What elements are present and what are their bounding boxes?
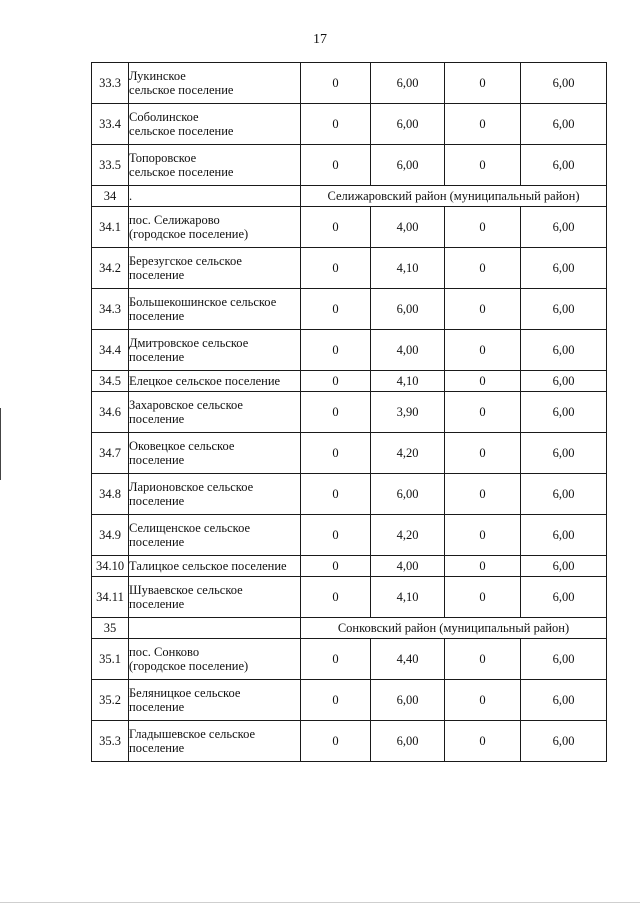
value-col-4: 6,00 bbox=[521, 577, 607, 618]
row-number: 34.1 bbox=[92, 207, 129, 248]
settlement-name bbox=[129, 248, 301, 289]
table-row bbox=[92, 289, 607, 330]
settlement-name bbox=[129, 289, 301, 330]
value-col-1: 0 bbox=[301, 248, 371, 289]
value-col-3: 0 bbox=[445, 248, 521, 289]
value-col-1: 0 bbox=[301, 207, 371, 248]
value-col-1: 0 bbox=[301, 474, 371, 515]
value-col-1: 0 bbox=[301, 392, 371, 433]
settlement-name bbox=[129, 474, 301, 515]
table-body bbox=[92, 63, 607, 762]
settlement-name-line: Талицкое сельское поселение bbox=[129, 559, 287, 573]
settlement-name-line: Захаровское сельское bbox=[129, 398, 243, 412]
value-col-4: 6,00 bbox=[521, 433, 607, 474]
row-number: 35.3 bbox=[92, 721, 129, 762]
value-col-2: 6,00 bbox=[371, 680, 445, 721]
value-col-3: 0 bbox=[445, 474, 521, 515]
value-col-4: 6,00 bbox=[521, 639, 607, 680]
value-col-2: 4,00 bbox=[371, 207, 445, 248]
tariff-table bbox=[91, 62, 607, 762]
settlement-name-line: Шуваевское сельское bbox=[129, 583, 243, 597]
table-row bbox=[92, 63, 607, 104]
row-number: 34.3 bbox=[92, 289, 129, 330]
value-col-2: 4,00 bbox=[371, 556, 445, 577]
value-col-3: 0 bbox=[445, 330, 521, 371]
row-number: 33.3 bbox=[92, 63, 129, 104]
value-col-3: 0 bbox=[445, 515, 521, 556]
value-col-3: 0 bbox=[445, 433, 521, 474]
value-col-4: 6,00 bbox=[521, 104, 607, 145]
value-col-2: 4,10 bbox=[371, 577, 445, 618]
value-col-4: 6,00 bbox=[521, 556, 607, 577]
row-number: 33.5 bbox=[92, 145, 129, 186]
value-col-4: 6,00 bbox=[521, 289, 607, 330]
settlement-name-line: Топоровское bbox=[129, 151, 197, 165]
settlement-name-line: Беляницкое сельское bbox=[129, 686, 241, 700]
settlement-name bbox=[129, 556, 301, 577]
table-row bbox=[92, 330, 607, 371]
settlement-name-line: Гладышевское сельское bbox=[129, 727, 256, 741]
value-col-3: 0 bbox=[445, 577, 521, 618]
settlement-name-line: Селищенское сельское bbox=[129, 521, 251, 535]
table-row bbox=[92, 248, 607, 289]
settlement-name-line: поселение bbox=[129, 535, 185, 549]
row-number: 34.7 bbox=[92, 433, 129, 474]
row-number: 34.9 bbox=[92, 515, 129, 556]
settlement-name bbox=[129, 104, 301, 145]
settlement-name bbox=[129, 680, 301, 721]
value-col-2: 6,00 bbox=[371, 104, 445, 145]
value-col-1: 0 bbox=[301, 639, 371, 680]
value-col-1: 0 bbox=[301, 721, 371, 762]
value-col-3: 0 bbox=[445, 104, 521, 145]
value-col-2: 6,00 bbox=[371, 145, 445, 186]
value-col-1: 0 bbox=[301, 577, 371, 618]
value-col-4: 6,00 bbox=[521, 371, 607, 392]
value-col-4: 6,00 bbox=[521, 392, 607, 433]
settlement-name-line: поселение bbox=[129, 494, 185, 508]
settlement-name-line: Дмитровское сельское bbox=[129, 336, 249, 350]
settlement-name-line: поселение bbox=[129, 350, 185, 364]
value-col-3: 0 bbox=[445, 63, 521, 104]
settlement-name-line: (городское поселение) bbox=[129, 227, 249, 241]
value-col-3: 0 bbox=[445, 371, 521, 392]
header-mark: . bbox=[129, 186, 301, 207]
value-col-3: 0 bbox=[445, 289, 521, 330]
district-header-row bbox=[92, 618, 607, 639]
table-row bbox=[92, 104, 607, 145]
value-col-4: 6,00 bbox=[521, 721, 607, 762]
value-col-4: 6,00 bbox=[521, 63, 607, 104]
settlement-name-line: поселение bbox=[129, 268, 185, 282]
value-col-4: 6,00 bbox=[521, 680, 607, 721]
row-number: 34.6 bbox=[92, 392, 129, 433]
value-col-3: 0 bbox=[445, 721, 521, 762]
table-row bbox=[92, 392, 607, 433]
row-number: 34.8 bbox=[92, 474, 129, 515]
settlement-name-line: поселение bbox=[129, 309, 185, 323]
value-col-4: 6,00 bbox=[521, 515, 607, 556]
value-col-2: 6,00 bbox=[371, 289, 445, 330]
value-col-4: 6,00 bbox=[521, 330, 607, 371]
value-col-2: 4,10 bbox=[371, 371, 445, 392]
value-col-1: 0 bbox=[301, 433, 371, 474]
table-row bbox=[92, 145, 607, 186]
value-col-1: 0 bbox=[301, 330, 371, 371]
value-col-2: 4,40 bbox=[371, 639, 445, 680]
table-row bbox=[92, 577, 607, 618]
value-col-2: 4,10 bbox=[371, 248, 445, 289]
settlement-name bbox=[129, 639, 301, 680]
settlement-name-line: поселение bbox=[129, 741, 185, 755]
settlement-name bbox=[129, 515, 301, 556]
district-title: Селижаровский район (муниципальный район) bbox=[301, 186, 607, 207]
row-number: 35 bbox=[92, 618, 129, 639]
district-title: Сонковский район (муниципальный район) bbox=[301, 618, 607, 639]
settlement-name-line: сельское поселение bbox=[129, 165, 234, 179]
value-col-2: 6,00 bbox=[371, 721, 445, 762]
settlement-name bbox=[129, 371, 301, 392]
value-col-2: 6,00 bbox=[371, 63, 445, 104]
settlement-name-line: поселение bbox=[129, 700, 185, 714]
header-mark bbox=[129, 618, 301, 639]
settlement-name bbox=[129, 145, 301, 186]
table-row bbox=[92, 433, 607, 474]
settlement-name-line: поселение bbox=[129, 412, 185, 426]
settlement-name bbox=[129, 392, 301, 433]
value-col-2: 6,00 bbox=[371, 474, 445, 515]
value-col-4: 6,00 bbox=[521, 207, 607, 248]
settlement-name-line: поселение bbox=[129, 597, 185, 611]
district-header-row bbox=[92, 186, 607, 207]
row-number: 34.2 bbox=[92, 248, 129, 289]
table-row bbox=[92, 371, 607, 392]
row-number: 35.1 bbox=[92, 639, 129, 680]
settlement-name-line: Оковецкое сельское bbox=[129, 439, 235, 453]
settlement-name-line: Елецкое сельское поселение bbox=[129, 374, 281, 388]
value-col-4: 6,00 bbox=[521, 248, 607, 289]
value-col-3: 0 bbox=[445, 392, 521, 433]
value-col-1: 0 bbox=[301, 145, 371, 186]
value-col-1: 0 bbox=[301, 680, 371, 721]
settlement-name bbox=[129, 330, 301, 371]
value-col-2: 3,90 bbox=[371, 392, 445, 433]
row-number: 33.4 bbox=[92, 104, 129, 145]
settlement-name-line: пос. Сонково bbox=[129, 645, 200, 659]
settlement-name-line: Большекошинское сельское bbox=[129, 295, 277, 309]
table-row bbox=[92, 680, 607, 721]
value-col-3: 0 bbox=[445, 207, 521, 248]
value-col-2: 4,00 bbox=[371, 330, 445, 371]
table-row bbox=[92, 639, 607, 680]
table-row bbox=[92, 207, 607, 248]
row-number: 34.4 bbox=[92, 330, 129, 371]
value-col-1: 0 bbox=[301, 289, 371, 330]
value-col-3: 0 bbox=[445, 145, 521, 186]
settlement-name-line: Соболинское bbox=[129, 110, 199, 124]
row-number: 34 bbox=[92, 186, 129, 207]
settlement-name-line: Ларионовское сельское bbox=[129, 480, 254, 494]
row-number: 34.10 bbox=[92, 556, 129, 577]
value-col-4: 6,00 bbox=[521, 145, 607, 186]
value-col-1: 0 bbox=[301, 63, 371, 104]
settlement-name-line: пос. Селижарово bbox=[129, 213, 220, 227]
settlement-name-line: сельское поселение bbox=[129, 83, 234, 97]
settlement-name bbox=[129, 63, 301, 104]
settlement-name-line: Лукинское bbox=[129, 69, 186, 83]
value-col-1: 0 bbox=[301, 556, 371, 577]
settlement-name bbox=[129, 207, 301, 248]
row-number: 34.11 bbox=[92, 577, 129, 618]
page-number: 17 bbox=[313, 32, 327, 47]
scan-bottom-edge bbox=[0, 902, 640, 903]
value-col-2: 4,20 bbox=[371, 515, 445, 556]
value-col-3: 0 bbox=[445, 556, 521, 577]
settlement-name bbox=[129, 433, 301, 474]
settlement-name bbox=[129, 721, 301, 762]
settlement-name-line: Березугское сельское bbox=[129, 254, 242, 268]
value-col-1: 0 bbox=[301, 515, 371, 556]
settlement-name-line: сельское поселение bbox=[129, 124, 234, 138]
table-row bbox=[92, 721, 607, 762]
value-col-1: 0 bbox=[301, 371, 371, 392]
settlement-name bbox=[129, 577, 301, 618]
value-col-1: 0 bbox=[301, 104, 371, 145]
table-row bbox=[92, 515, 607, 556]
value-col-4: 6,00 bbox=[521, 474, 607, 515]
value-col-2: 4,20 bbox=[371, 433, 445, 474]
value-col-3: 0 bbox=[445, 639, 521, 680]
value-col-3: 0 bbox=[445, 680, 521, 721]
row-number: 34.5 bbox=[92, 371, 129, 392]
settlement-name-line: (городское поселение) bbox=[129, 659, 249, 673]
scan-edge-mark bbox=[0, 408, 1, 480]
table-row bbox=[92, 474, 607, 515]
row-number: 35.2 bbox=[92, 680, 129, 721]
table-row bbox=[92, 556, 607, 577]
settlement-name-line: поселение bbox=[129, 453, 185, 467]
